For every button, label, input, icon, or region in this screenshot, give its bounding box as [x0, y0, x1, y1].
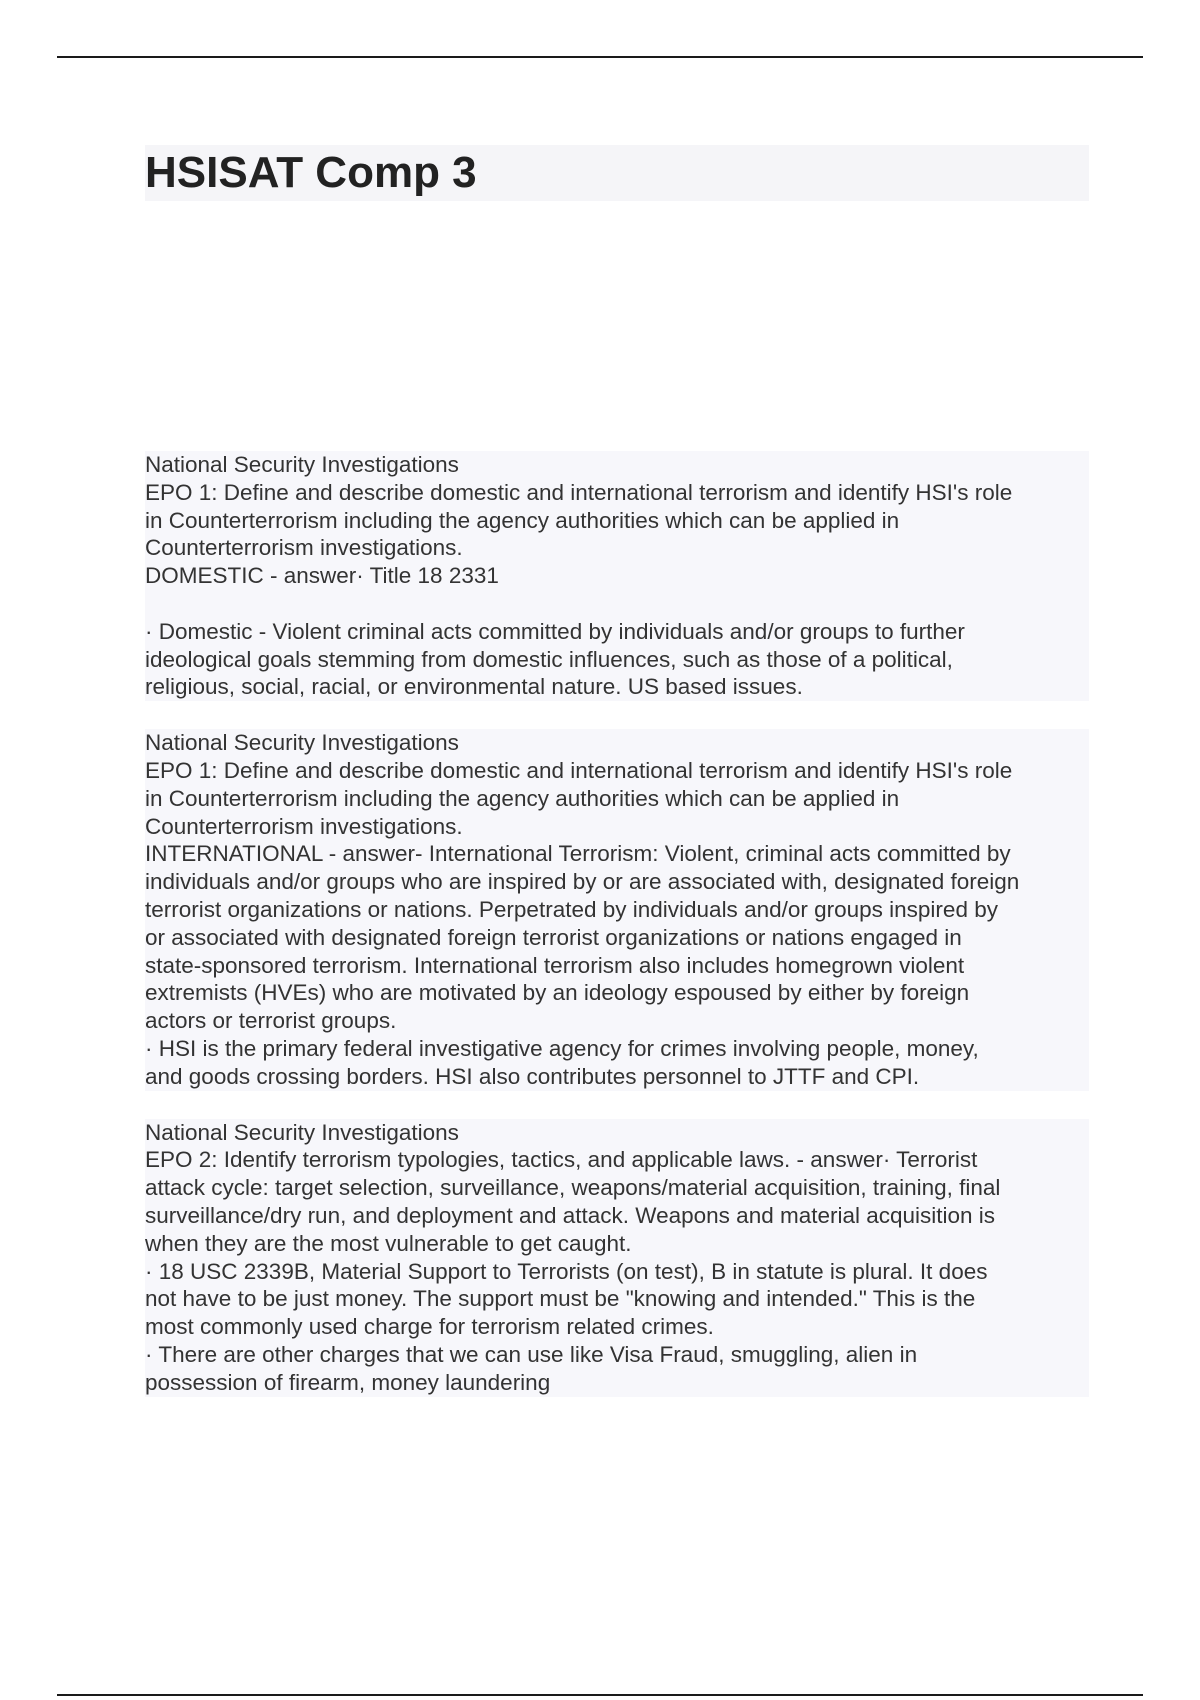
card-line: EPO 2: Identify terrorism typologies, tactics, and applicable laws. - answer· Terrorist [145, 1147, 978, 1173]
document-title: HSISAT Comp 3 [145, 148, 477, 197]
card-line: and goods crossing borders. HSI also contributes personnel to JTTF and CPI. [145, 1063, 920, 1089]
card-line: EPO 1: Define and describe domestic and international terrorism and identify HSI's role [145, 757, 1013, 783]
card-line: DOMESTIC - answer· Title 18 2331 [145, 563, 499, 589]
card-line: attack cycle: target selection, surveillance, weapons/material acquisition, training, final [145, 1175, 1001, 1201]
card-line: Counterterrorism investigations. [145, 813, 463, 839]
card-line: religious, social, racial, or environmental nature. US based issues. [145, 674, 803, 700]
card-line: most commonly used charge for terrorism related crimes. [145, 1314, 714, 1340]
card-line: National Security Investigations [145, 452, 459, 477]
card-line: ideological goals stemming from domestic influences, such as those of a political, [145, 646, 953, 672]
card-line: INTERNATIONAL - answer- International Terrorism: Violent, criminal acts committed by [145, 841, 1011, 867]
card-line: individuals and/or groups who are inspired by or are associated with, designated foreign [145, 869, 1020, 895]
bottom-divider [57, 1694, 1143, 1696]
flashcard [145, 1119, 1089, 1397]
card-line: · HSI is the primary federal investigative agency for crimes involving people, money, [145, 1035, 979, 1061]
top-divider [57, 56, 1143, 58]
card-line: extremists (HVEs) who are motivated by an ideology espoused by either by foreign [145, 980, 970, 1006]
document-body [145, 451, 1089, 1425]
card-line: in Counterterrorism including the agency authorities which can be applied in [145, 785, 900, 811]
flashcard [145, 451, 1089, 701]
card-line: or associated with designated foreign terrorist organizations or nations engaged in [145, 924, 962, 950]
card-line: terrorist organizations or nations. Perpetrated by individuals and/or groups inspired by [145, 896, 998, 922]
card-line: when they are the most vulnerable to get caught. [145, 1230, 632, 1256]
card-line: · Domestic - Violent criminal acts committed by individuals and/or groups to further [145, 618, 965, 644]
flashcard [145, 729, 1089, 1090]
card-line: National Security Investigations [145, 730, 459, 756]
card-line: · There are other charges that we can use like Visa Fraud, smuggling, alien in [145, 1341, 918, 1367]
card-line: surveillance/dry run, and deployment and attack. Weapons and material acquisition is [145, 1202, 996, 1228]
card-line: actors or terrorist groups. [145, 1008, 397, 1034]
card-line: Counterterrorism investigations. [145, 535, 463, 561]
card-line: EPO 1: Define and describe domestic and international terrorism and identify HSI's role [145, 479, 1013, 505]
blank-line [145, 590, 1083, 618]
card-line: · 18 USC 2339B, Material Support to Terrorists (on test), B in statute is plural. It does [145, 1258, 988, 1284]
card-line: state-sponsored terrorism. International terrorism also includes homegrown violent [145, 952, 965, 978]
card-line: not have to be just money. The support must be "knowing and intended." This is the [145, 1286, 976, 1312]
card-line: in Counterterrorism including the agency authorities which can be applied in [145, 507, 900, 533]
card-line: possession of firearm, money laundering [145, 1369, 551, 1395]
card-line: National Security Investigations [145, 1119, 459, 1145]
